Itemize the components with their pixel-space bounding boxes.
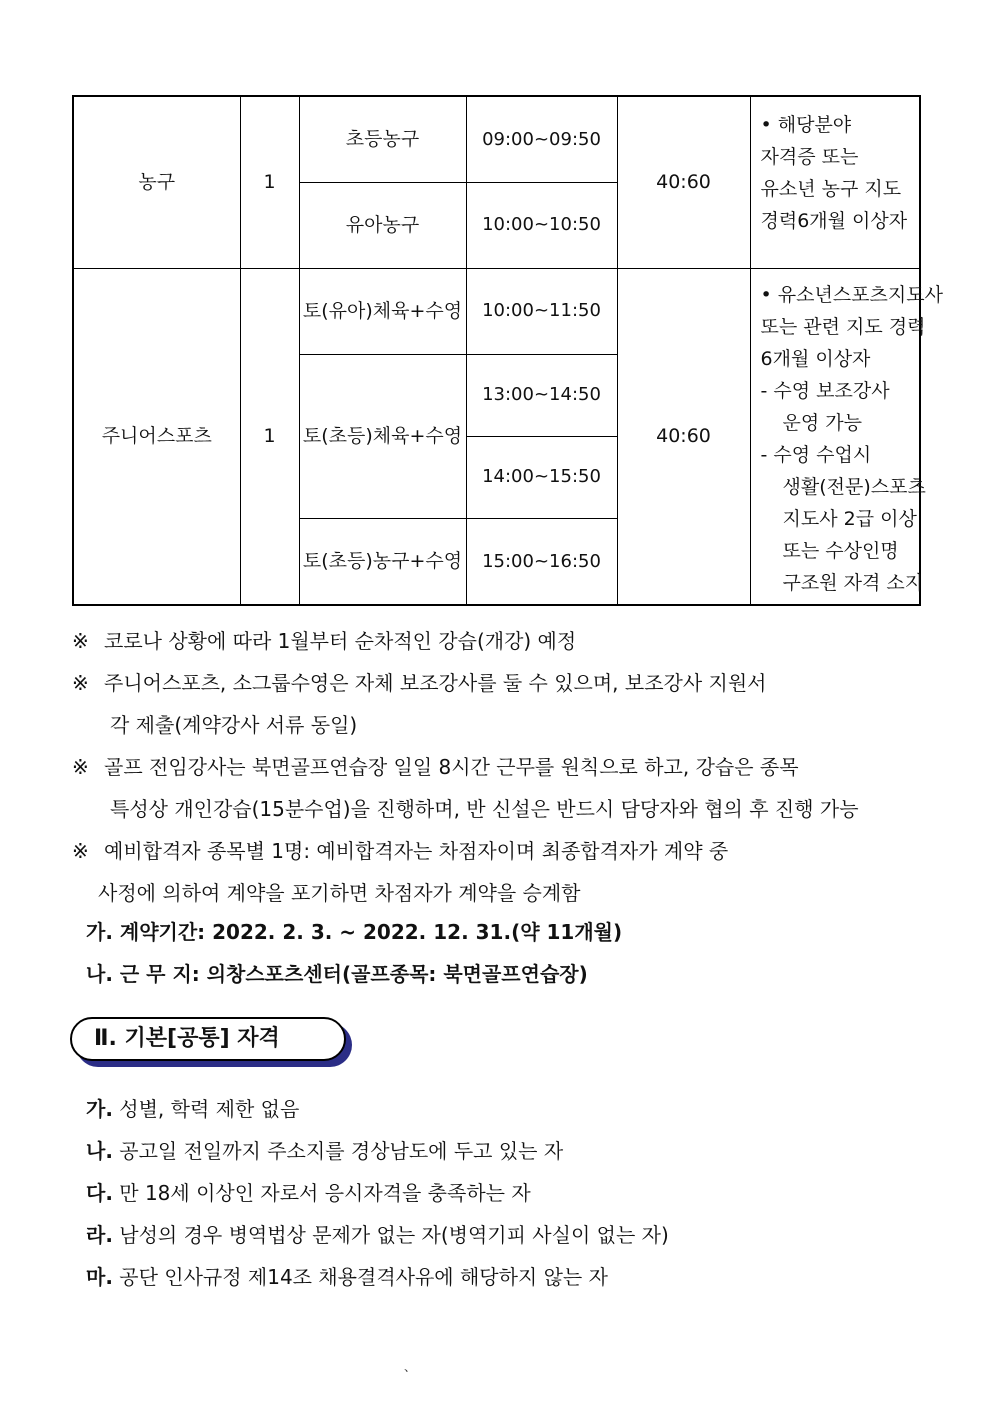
requirement-line: 6개월 이상자	[760, 347, 871, 370]
class-cell: 토(초등)체육+수영	[299, 354, 466, 518]
contract-period: 가. 계약기간: 2022. 2. 3. ~ 2022. 12. 31.(약 11개월)	[86, 920, 623, 944]
note-text-continued: 사정에 의하여 계약을 포기하면 차점자가 계약을 승계함	[98, 881, 581, 905]
qualification-item	[86, 1088, 669, 1130]
sport-cell: 주니어스포츠	[73, 268, 240, 605]
qualification-label: 마.	[86, 1265, 113, 1289]
requirement-line: 유소년 농구 지도	[760, 178, 902, 200]
requirement-line: 자격증 또는	[760, 146, 859, 168]
requirement-line: 운영 가능	[782, 411, 862, 434]
note-item	[72, 830, 932, 914]
class-cell: 토(초등)농구+수영	[299, 518, 466, 605]
requirement-line: 지도사 2급 이상	[782, 507, 917, 530]
notes-list	[72, 620, 932, 914]
count-cell: 1	[240, 96, 299, 268]
class-cell: 유아농구	[299, 182, 466, 268]
section-title: Ⅱ. 기본[공통] 자격	[70, 1017, 346, 1061]
requirement-line: 또는 수상인명	[782, 539, 899, 562]
note-text-continued: 특성상 개인강습(15분수업)을 진행하며, 반 신설은 반드시 담당자와 협의 후 진행 가능	[110, 797, 859, 821]
ratio-cell: 40:60	[617, 96, 750, 268]
note-text: 주니어스포츠, 소그룹수영은 자체 보조강사를 둘 수 있으며, 보조강사 지원서	[104, 671, 767, 695]
qualification-text: 성별, 학력 제한 없음	[119, 1097, 300, 1121]
schedule-table	[72, 95, 943, 606]
requirement-line: 또는 관련 지도 경력	[760, 315, 926, 338]
requirement-line: - 수영 보조강사	[760, 379, 890, 402]
qualification-label: 다.	[86, 1181, 113, 1205]
qualification-item	[86, 1214, 669, 1256]
note-text: 코로나 상황에 따라 1월부터 순차적인 강습(개강) 예정	[104, 629, 577, 653]
time-cell: 09:00~09:50	[466, 96, 617, 182]
count-cell: 1	[240, 268, 299, 605]
requirement-line: 경력6개월 이상자	[760, 210, 908, 232]
qualification-text: 만 18세 이상인 자로서 응시자격을 충족하는 자	[119, 1181, 531, 1205]
requirement-line: 생활(전문)스포츠	[782, 475, 926, 498]
workplace: 나. 근 무 지: 의창스포츠센터(골프종목: 북면골프연습장)	[86, 962, 588, 986]
note-item	[72, 746, 932, 830]
note-text: 골프 전임강사는 북면골프연습장 일일 8시간 근무를 원칙으로 하고, 강습은 종목	[104, 755, 799, 779]
footer-mark: 、	[404, 1360, 417, 1374]
class-cell: 토(유아)체육+수영	[299, 268, 466, 354]
qualification-label: 나.	[86, 1139, 113, 1163]
qualification-item	[86, 1130, 669, 1172]
qualification-item	[86, 1256, 669, 1298]
qualification-text: 남성의 경우 병역법상 문제가 없는 자(병역기피 사실이 없는 자)	[119, 1223, 669, 1247]
note-mark: ※	[72, 629, 89, 653]
class-cell: 초등농구	[299, 96, 466, 182]
note-text-continued: 각 제출(계약강사 서류 동일)	[110, 713, 358, 737]
time-cell: 13:00~14:50	[466, 354, 617, 436]
note-item	[72, 662, 932, 746]
time-cell: 15:00~16:50	[466, 518, 617, 605]
time-cell: 10:00~11:50	[466, 268, 617, 354]
time-cell: 10:00~10:50	[466, 182, 617, 268]
qualification-text: 공단 인사규정 제14조 채용결격사유에 해당하지 않는 자	[119, 1265, 608, 1289]
note-mark: ※	[72, 839, 89, 863]
requirement-cell	[750, 96, 920, 268]
requirement-line: • 해당분야	[760, 114, 852, 136]
qualification-label: 라.	[86, 1223, 113, 1247]
qualification-label: 가.	[86, 1097, 113, 1121]
requirement-line: 구조원 자격 소지	[782, 571, 924, 594]
note-text: 예비합격자 종목별 1명: 예비합격자는 차점자이며 최종합격자가 계약 중	[104, 839, 729, 863]
sport-cell: 농구	[73, 96, 240, 268]
requirement-line: • 유소년스포츠지도사	[760, 283, 943, 306]
note-mark: ※	[72, 671, 89, 695]
requirement-cell	[750, 268, 943, 605]
time-cell: 14:00~15:50	[466, 436, 617, 518]
basic-qualifications	[86, 1088, 669, 1298]
requirement-line: - 수영 수업시	[760, 443, 872, 466]
section-heading	[70, 1017, 355, 1071]
note-mark: ※	[72, 755, 89, 779]
note-item	[72, 620, 932, 662]
ratio-cell: 40:60	[617, 268, 750, 605]
qualification-item	[86, 1172, 669, 1214]
qualification-text: 공고일 전일까지 주소지를 경상남도에 두고 있는 자	[119, 1139, 564, 1163]
